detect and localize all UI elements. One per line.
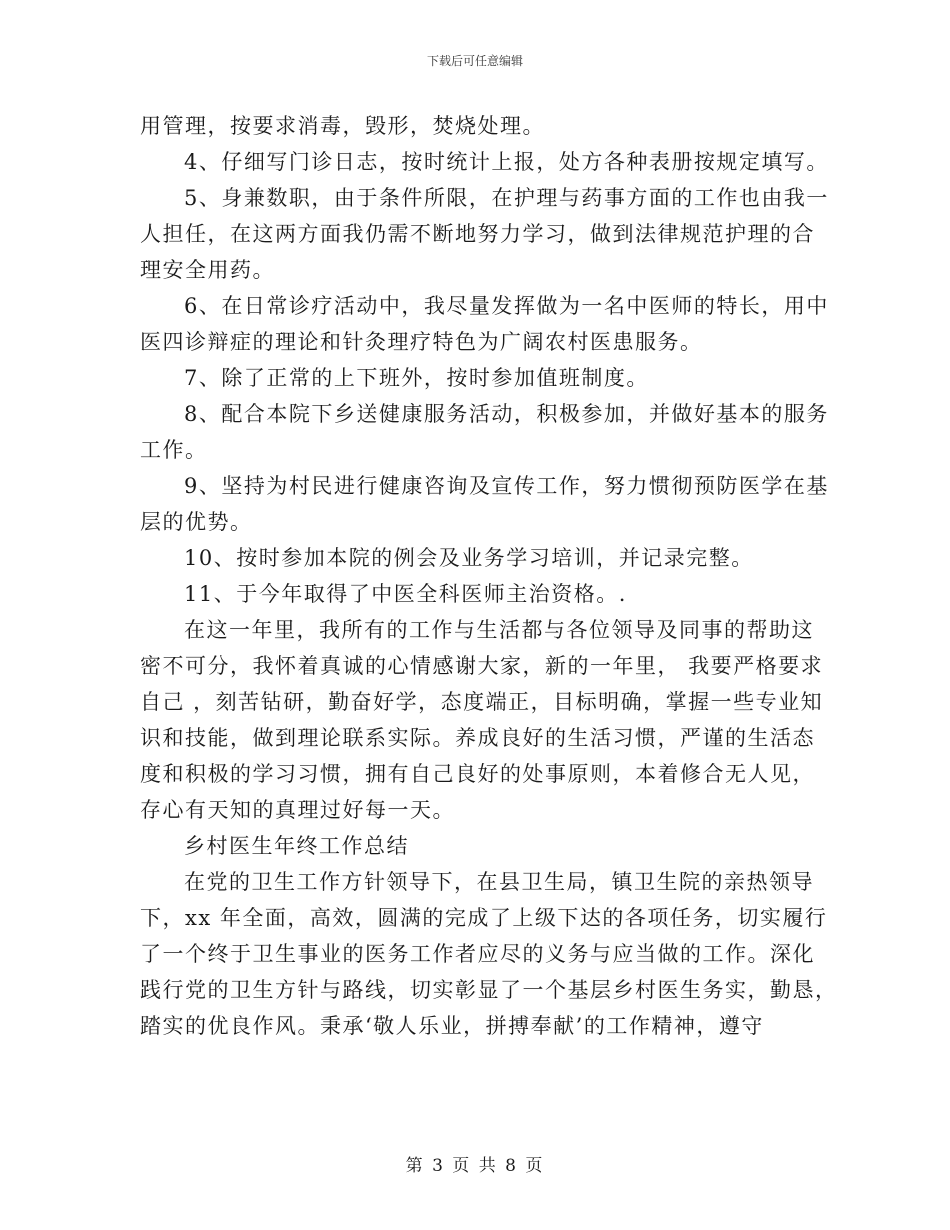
text-line: 用管理，按要求消毒，毁形，焚烧处理。 (140, 114, 545, 138)
text-line: 践行党的卫生方针与路线，切实彰显了一个基层乡村医生务实，勤恳， (140, 978, 838, 1002)
text-line: 存心有天知的真理过好每一天。 (140, 798, 455, 822)
text-line: 度和积极的学习习惯，拥有自己良好的处事原则，本着修合无人见， (140, 762, 815, 786)
page-number: 第 3 页 共 8 页 (405, 1156, 545, 1176)
text-line: 在这一年里，我所有的工作与生活都与各位领导及同事的帮助这 (184, 618, 814, 642)
text-line: 4、仔细写门诊日志，按时统计上报，处方各种表册按规定填写。 (184, 150, 829, 174)
document-body (140, 108, 838, 1044)
text-line: 在党的卫生工作方针领导下，在县卫生局，镇卫生院的亲热领导 (184, 870, 814, 894)
text-line: 医四诊辩症的理论和针灸理疗特色为广阔农村医患服务。 (140, 330, 703, 354)
text-line: 层的优势。 (140, 510, 253, 534)
text-line: 人担任，在这两方面我仍需不断地努力学习，做到法律规范护理的合 (140, 222, 815, 246)
text-line: 9、坚持为村民进行健康咨询及宣传工作，努力惯彻预防医学在基 (184, 474, 829, 498)
text-line: 识和技能，做到理论联系实际。养成良好的生活习惯，严谨的生活态 (140, 726, 815, 750)
text-line: 工作。 (140, 438, 208, 462)
text-line: 5、身兼数职，由于条件所限，在护理与药事方面的工作也由我一 (184, 186, 829, 210)
section-title: 乡村医生年终工作总结 (184, 834, 409, 858)
text-line: 10、按时参加本院的例会及业务学习培训，并记录完整。 (184, 546, 754, 570)
text-line: 11、于今年取得了中医全科医师主治资格。. (184, 582, 627, 606)
text-line: 理安全用药。 (140, 258, 275, 282)
text-line: 密不可分，我怀着真诚的心情感谢大家，新的一年里， 我要严格要求 (140, 654, 824, 678)
text-line: 了一个终于卫生事业的医务工作者应尽的义务与应当做的工作。深化 (140, 942, 815, 966)
text-line: 8、配合本院下乡送健康服务活动，积极参加，并做好基本的服务 (184, 402, 829, 426)
text-line: 下，xx 年全面，高效，圆满的完成了上级下达的各项任务，切实履行 (140, 906, 828, 930)
page-header: 下载后可任意编辑 (426, 54, 523, 68)
text-line: 踏实的优良作风。秉承‘敬人乐业，拼搏奉献’的工作精神，遵守 (140, 1014, 764, 1038)
text-line: 7、除了正常的上下班外，按时参加值班制度。 (184, 366, 649, 390)
text-line: 自己 ，刻苦钻研，勤奋好学，态度端正，目标明确，掌握一些专业知 (140, 690, 824, 714)
text-line: 6、在日常诊疗活动中，我尽量发挥做为一名中医师的特长，用中 (184, 294, 829, 318)
